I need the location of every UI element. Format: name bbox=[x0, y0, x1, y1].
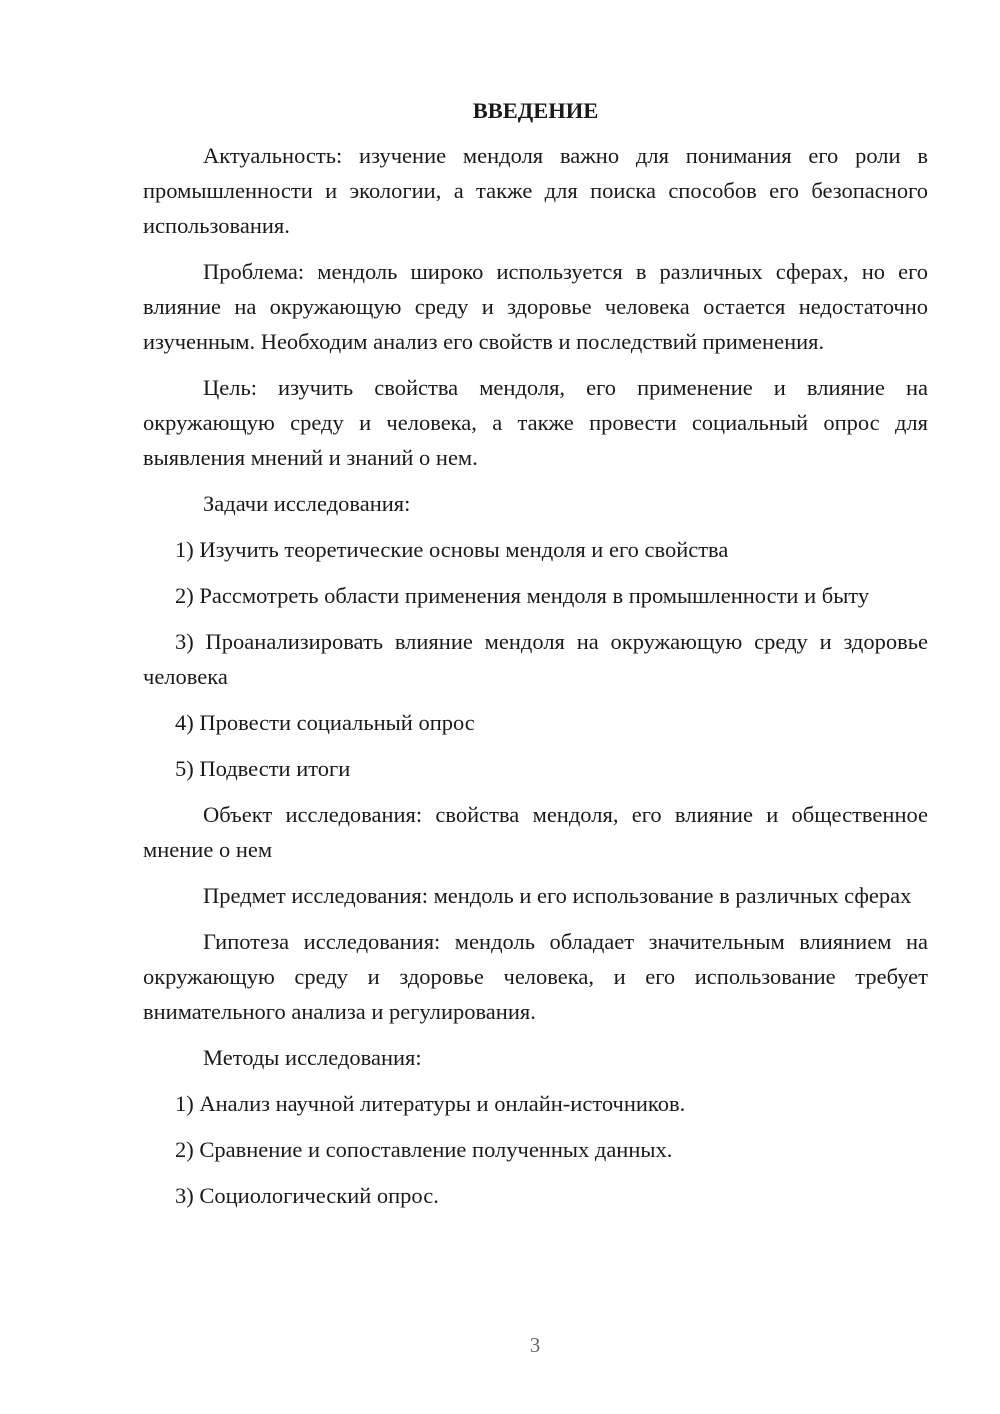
methods-heading: Методы исследования: bbox=[203, 1045, 422, 1070]
task-item: 1) Изучить теоретические основы мендоля и его свойства bbox=[175, 537, 729, 562]
method-item: 3) Социологический опрос. bbox=[175, 1183, 439, 1208]
problem-paragraph: Проблема: мендоль широко используется в различных сферах, но его влияние на окружающую среду и здоровье человека остается недостаточно изученным. Необходим анализ его свойств и последствий применения. bbox=[143, 259, 928, 354]
task-item: 2) Рассмотреть области применения мендоля в промышленности и быту bbox=[175, 583, 870, 608]
hypothesis-paragraph: Гипотеза исследования: мендоль обладает значительным влиянием на окружающую среду и здоровье человека, и его использование требует внимательного анализа и регулирования. bbox=[143, 929, 928, 1024]
page-number: 3 bbox=[529, 1333, 541, 1357]
task-item: 4) Провести социальный опрос bbox=[175, 710, 475, 735]
goal-paragraph: Цель: изучить свойства мендоля, его применение и влияние на окружающую среду и человека, а также провести социальный опрос для выявления мнений и знаний о нем. bbox=[143, 375, 928, 470]
method-item: 2) Сравнение и сопоставление полученных данных. bbox=[175, 1137, 673, 1162]
document-page bbox=[143, 95, 928, 1224]
subject-paragraph: Предмет исследования: мендоль и его использование в различных сферах bbox=[203, 883, 912, 908]
object-paragraph: Объект исследования: свойства мендоля, его влияние и общественное мнение о нем bbox=[143, 802, 928, 862]
method-item: 1) Анализ научной литературы и онлайн-источников. bbox=[175, 1091, 686, 1116]
task-item: 3) Проанализировать влияние мендоля на окружающую среду и здоровье человека bbox=[143, 629, 928, 689]
tasks-heading: Задачи исследования: bbox=[203, 491, 411, 516]
relevance-paragraph: Актуальность: изучение мендоля важно для понимания его роли в промышленности и экологии, а также для поиска способов его безопасного использования. bbox=[143, 143, 928, 238]
task-item: 5) Подвести итоги bbox=[175, 756, 351, 781]
section-title: ВВЕДЕНИЕ bbox=[472, 98, 599, 123]
